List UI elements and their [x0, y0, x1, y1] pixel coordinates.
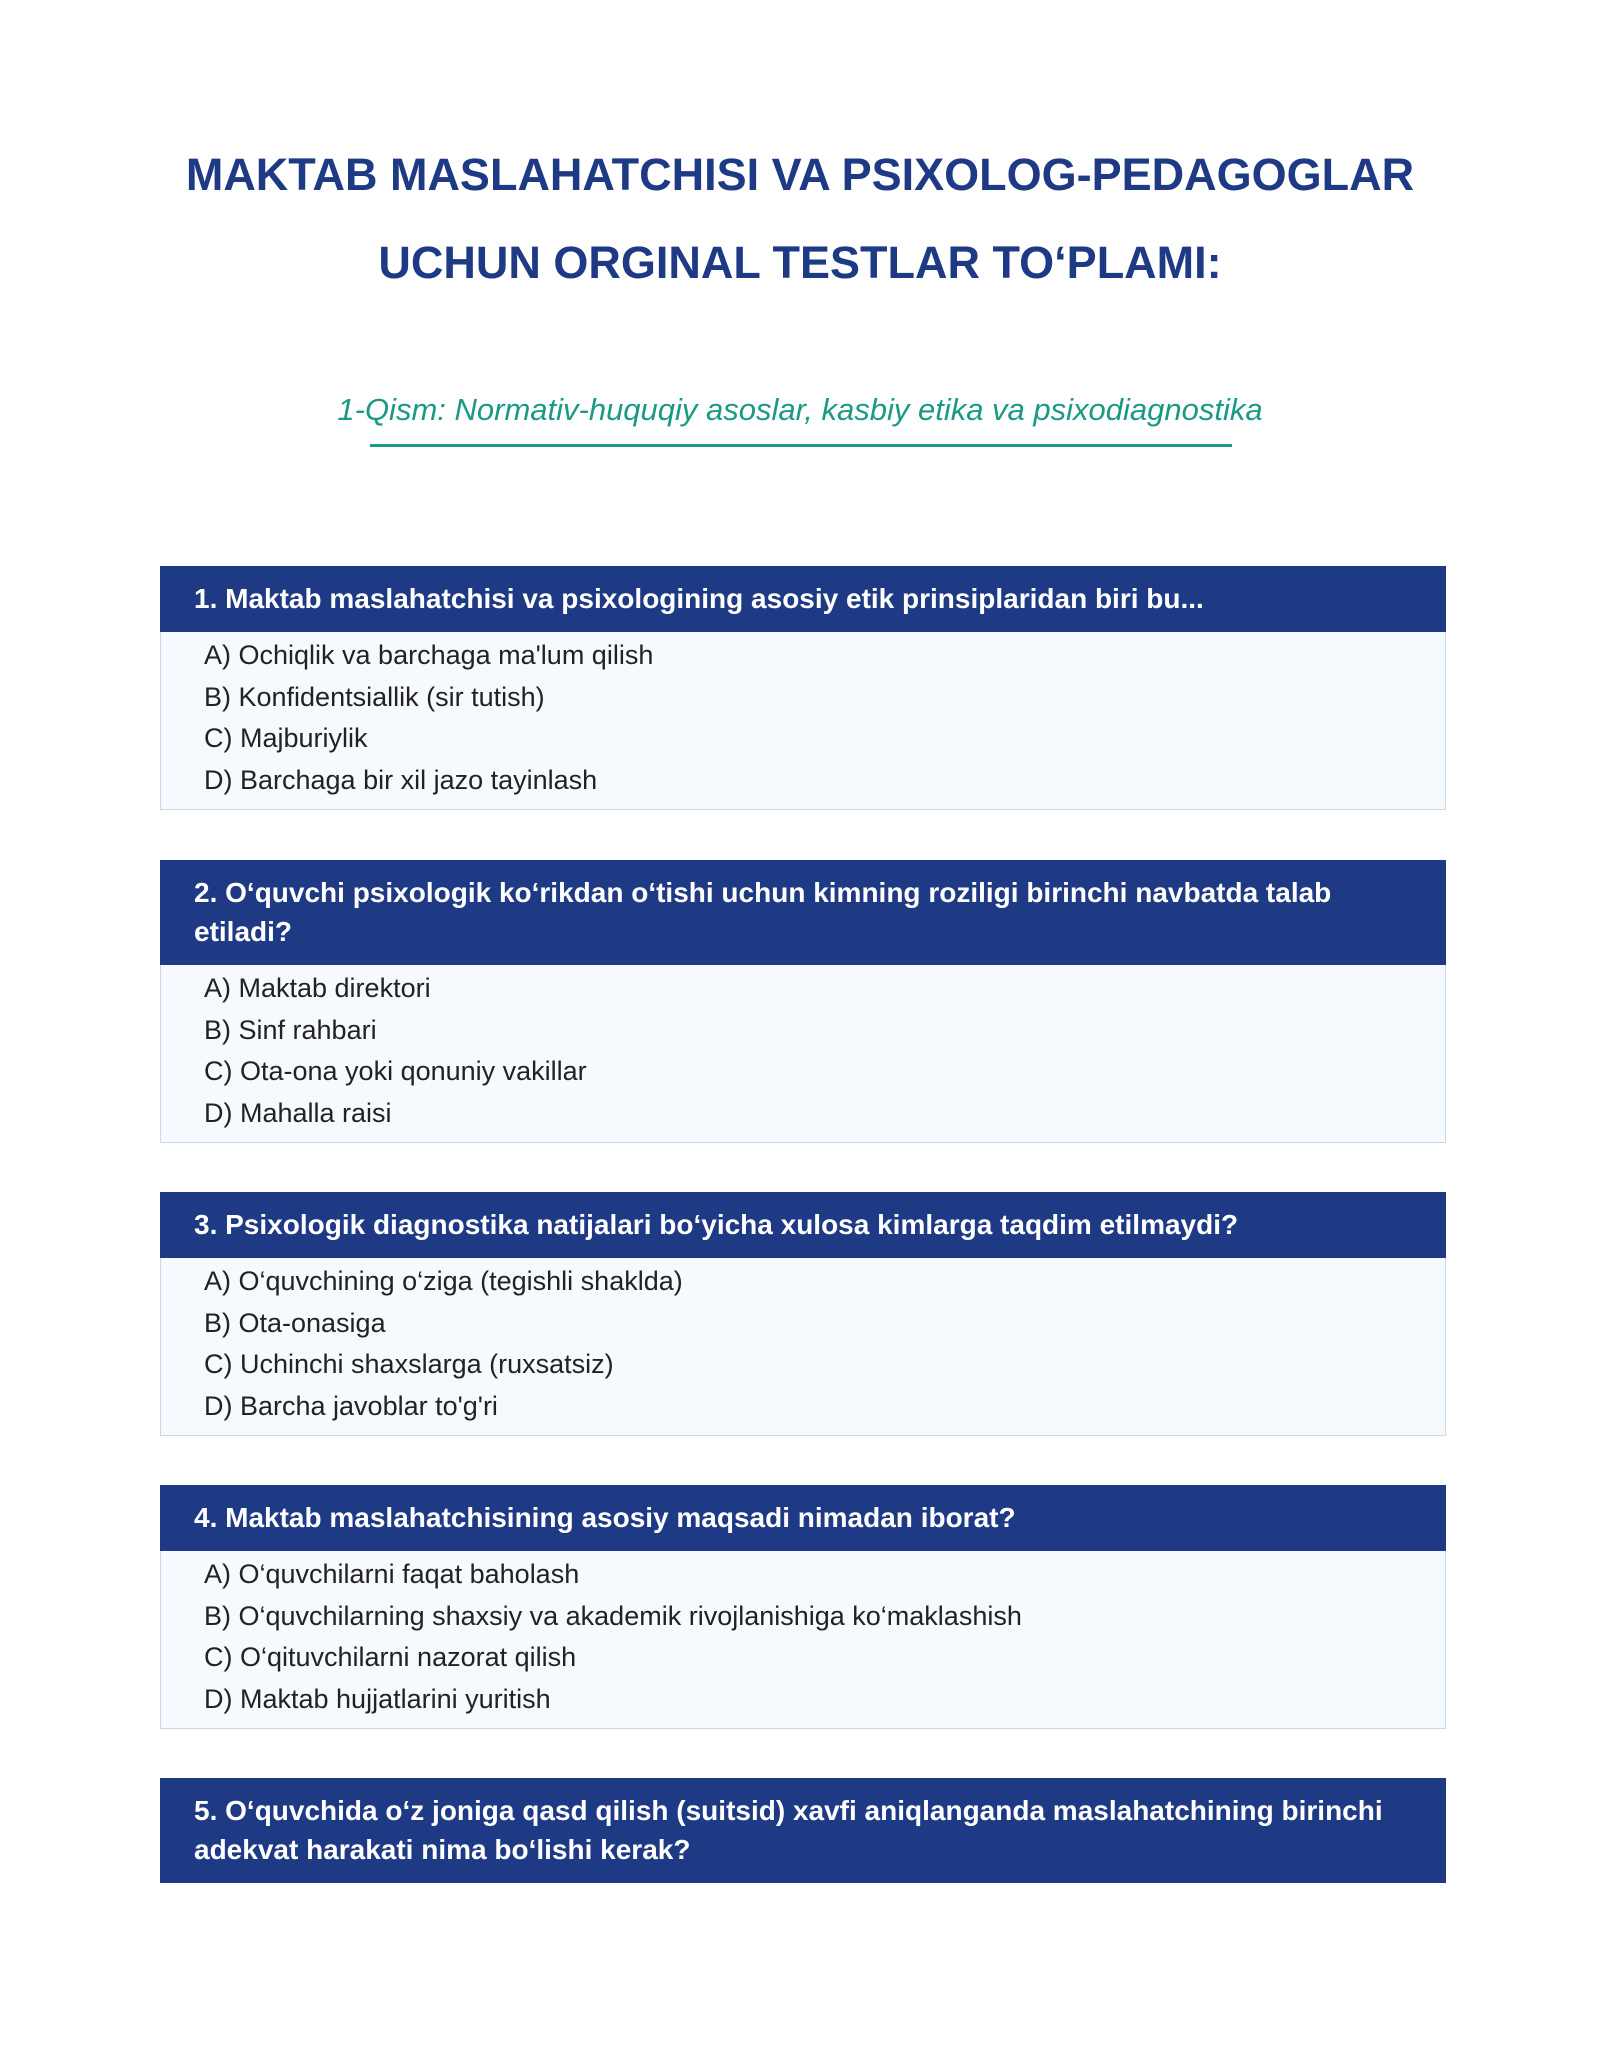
- option-b: B) O‘quvchilarning shaxsiy va akademik rivojlanishiga ko‘maklashish: [204, 1600, 1022, 1631]
- option-a: A) Ochiqlik va barchaga ma'lum qilish: [204, 640, 654, 670]
- option-c: C) O‘qituvchilarni nazorat qilish: [204, 1642, 577, 1672]
- question-text: 1. Maktab maslahatchisi va psixologining asosiy etik prinsiplaridan biri bu...: [160, 566, 1446, 632]
- option-a: A) Maktab direktori: [204, 973, 431, 1003]
- options-list: [160, 1258, 1446, 1436]
- option-a: A) O‘quvchining o‘ziga (tegishli shaklda): [204, 1266, 683, 1296]
- page-title-line-1: MAKTAB MASLAHATCHISI VA PSIXOLOG-PEDAGOGLAR: [185, 149, 1415, 200]
- page-title-line-2: UCHUN ORGINAL TESTLAR TO‘PLAMI:: [378, 237, 1222, 288]
- section-subtitle: 1-Qism: Normativ-huquqiy asoslar, kasbiy etika va psixodiagnostika: [337, 392, 1263, 427]
- option-a: A) O‘quvchilarni faqat baholash: [204, 1559, 580, 1589]
- option-b: B) Sinf rahbari: [204, 1014, 377, 1045]
- options-list: [160, 1551, 1446, 1729]
- question-text: 4. Maktab maslahatchisining asosiy maqsadi nimadan iborat?: [160, 1485, 1446, 1551]
- section-divider: [370, 444, 1232, 447]
- options-list: [160, 632, 1446, 810]
- question-text: 5. O‘quvchida o‘z joniga qasd qilish (suitsid) xavfi aniqlanganda maslahatchining birinchi adekvat harakati nima bo‘lishi kerak?: [160, 1778, 1446, 1883]
- option-c: C) Ota-ona yoki qonuniy vakillar: [204, 1056, 587, 1086]
- option-d: D) Mahalla raisi: [204, 1097, 392, 1128]
- question-card-5: [160, 1778, 1446, 1883]
- question-text: 2. O‘quvchi psixologik ko‘rikdan o‘tishi uchun kimning roziligi birinchi navbatda talab etiladi?: [160, 860, 1446, 965]
- question-card-3: [160, 1192, 1446, 1436]
- option-b: B) Ota-onasiga: [204, 1307, 386, 1338]
- option-b: B) Konfidentsiallik (sir tutish): [204, 681, 545, 712]
- question-text: 3. Psixologik diagnostika natijalari bo‘yicha xulosa kimlarga taqdim etilmaydi?: [160, 1192, 1446, 1258]
- question-card-2: [160, 860, 1446, 1143]
- option-d: D) Maktab hujjatlarini yuritish: [204, 1683, 551, 1714]
- option-d: D) Barchaga bir xil jazo tayinlash: [204, 764, 598, 795]
- options-list: [160, 965, 1446, 1143]
- option-d: D) Barcha javoblar to'g'ri: [204, 1390, 498, 1421]
- question-card-4: [160, 1485, 1446, 1729]
- option-c: C) Majburiylik: [204, 723, 368, 753]
- question-card-1: [160, 566, 1446, 810]
- option-c: C) Uchinchi shaxslarga (ruxsatsiz): [204, 1349, 614, 1379]
